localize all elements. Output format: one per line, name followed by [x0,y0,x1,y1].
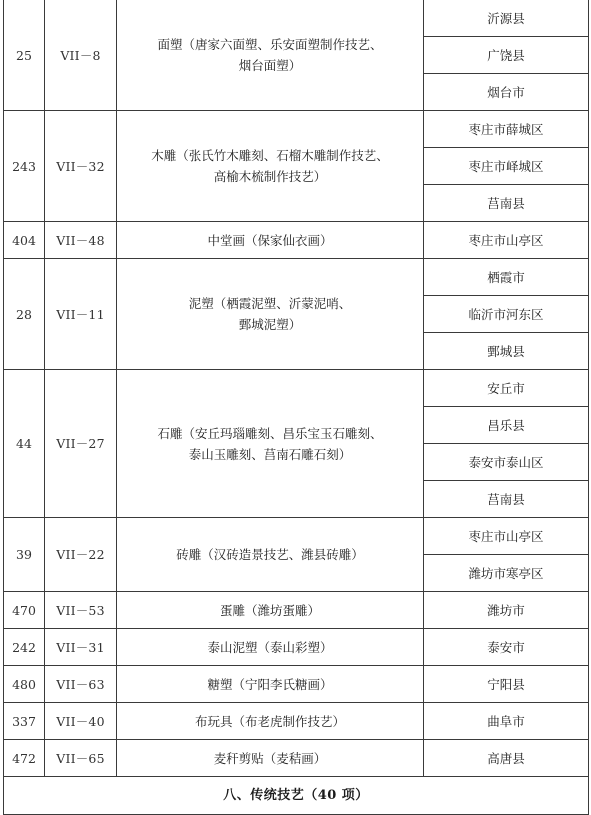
table-row [4,666,589,703]
applicant-place: 莒南县 [424,481,589,518]
item-name [117,592,424,629]
item-code: VII－32 [45,111,117,222]
item-code: VII－48 [45,222,117,259]
applicant-place: 莒南县 [424,185,589,222]
applicant-place: 潍坊市寒亭区 [424,555,589,592]
applicant-place: 曲阜市 [424,703,589,740]
applicant-place: 鄄城县 [424,333,589,370]
item-name [117,111,424,222]
item-code: VII－11 [45,259,117,370]
applicant-place: 宁阳县 [424,666,589,703]
item-name-line: 泰山玉雕刻、莒南石雕石刻） [188,446,352,462]
applicant-place: 昌乐县 [424,407,589,444]
item-name [117,703,424,740]
item-name-line: 木雕（张氏竹木雕刻、石榴木雕制作技艺、 [151,148,389,163]
table-row [4,740,589,777]
heritage-table [3,0,589,815]
table-row [4,111,589,148]
item-number: 39 [4,518,45,592]
item-name [117,666,424,703]
applicant-place: 泰安市 [424,629,589,666]
item-number: 25 [4,0,45,111]
item-name-line: 鄄城泥塑） [238,317,302,332]
item-code: VII－8 [45,0,117,111]
table-row [4,518,589,555]
item-name-line: 蛋雕（潍坊蛋雕） [219,602,320,618]
applicant-place: 沂源县 [424,0,589,37]
applicant-place: 枣庄市薛城区 [424,111,589,148]
item-name-line: 中堂画（保家仙衣画） [207,232,333,248]
item-number: 472 [4,740,45,777]
applicant-place: 枣庄市山亭区 [424,518,589,555]
applicant-place: 烟台市 [424,74,589,111]
item-name-line: 泰山泥塑（泰山彩塑） [207,639,333,655]
applicant-place: 枣庄市峄城区 [424,148,589,185]
item-number: 243 [4,111,45,222]
applicant-place: 栖霞市 [424,259,589,296]
table-row [4,259,589,296]
item-name-line: 糖塑（宁阳李氏糖画） [207,676,333,692]
item-name-line: 砖雕（汉砖造景技艺、潍县砖雕） [176,547,364,562]
item-name [117,222,424,259]
item-number: 28 [4,259,45,370]
table-row [4,0,589,37]
item-name [117,0,424,111]
item-number: 44 [4,370,45,518]
applicant-place: 枣庄市山亭区 [424,222,589,259]
section-heading-row [4,777,589,815]
item-name-line: 石雕（安丘玛瑙雕刻、昌乐宝玉石雕刻、 [157,425,383,441]
item-name-line: 麦秆剪贴（麦秸画） [213,750,327,766]
table-row [4,370,589,407]
applicant-place: 潍坊市 [424,592,589,629]
item-code: VII－27 [45,370,117,518]
item-name-line: 布玩具（布老虎制作技艺） [194,713,345,729]
item-name [117,740,424,777]
applicant-place: 高唐县 [424,740,589,777]
table-body [4,0,589,815]
section-heading: 八、传统技艺（40 项） [4,777,589,815]
applicant-place: 安丘市 [424,370,589,407]
table-row [4,592,589,629]
applicant-place: 广饶县 [424,37,589,74]
item-name [117,259,424,370]
table-row [4,703,589,740]
item-name [117,629,424,666]
item-name [117,518,424,592]
item-name [117,370,424,518]
item-number: 480 [4,666,45,703]
item-code: VII－22 [45,518,117,592]
item-name-line: 高榆木梳制作技艺） [213,169,327,184]
item-name-line: 面塑（唐家六面塑、乐安面塑制作技艺、 [157,37,383,52]
item-number: 470 [4,592,45,629]
item-code: VII－63 [45,666,117,703]
table-row [4,629,589,666]
item-number: 404 [4,222,45,259]
applicant-place: 临沂市河东区 [424,296,589,333]
table-row [4,222,589,259]
item-number: 242 [4,629,45,666]
item-code: VII－65 [45,740,117,777]
item-name-line: 泥塑（栖霞泥塑、沂蒙泥哨、 [188,296,352,311]
item-code: VII－31 [45,629,117,666]
item-name-line: 烟台面塑） [238,58,302,73]
applicant-place: 泰安市泰山区 [424,444,589,481]
item-code: VII－40 [45,703,117,740]
item-number: 337 [4,703,45,740]
item-code: VII－53 [45,592,117,629]
